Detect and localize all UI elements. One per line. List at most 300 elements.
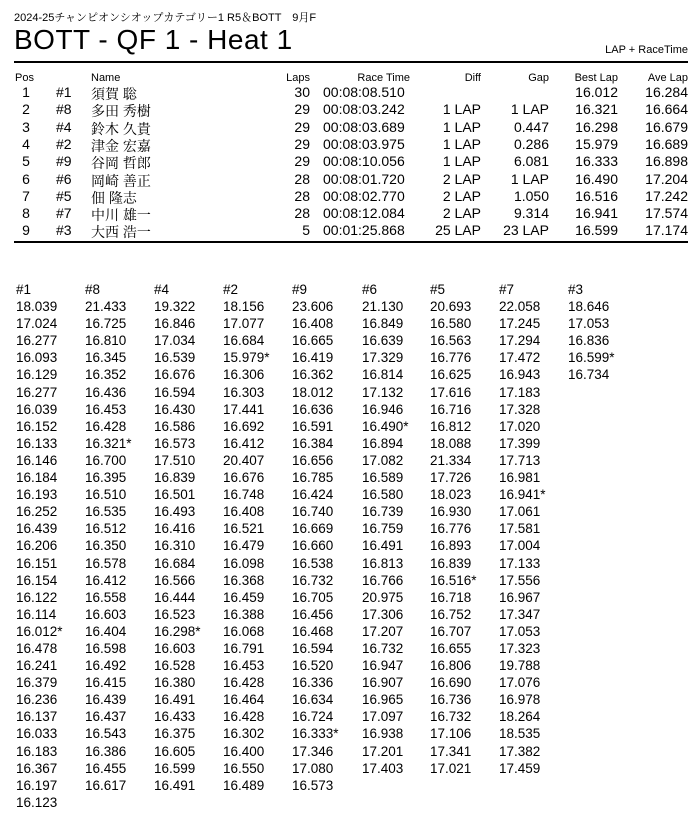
lap-time: 16.563 — [430, 333, 472, 349]
lap-time: 16.656 — [292, 452, 334, 468]
result-race-time: 00:08:12.084 — [323, 205, 405, 222]
lap-time: 16.252 — [16, 504, 58, 520]
lap-time: 16.594 — [154, 384, 196, 400]
lap-time: 16.408 — [223, 504, 265, 520]
lap-time: 17.082 — [362, 452, 404, 468]
lap-time: 17.347 — [499, 606, 541, 622]
lap-time: 16.634 — [292, 692, 334, 708]
result-ave-lap: 17.174 — [645, 222, 688, 239]
result-best-lap: 16.516 — [575, 187, 618, 204]
lap-time: 16.197 — [16, 777, 58, 793]
lap-time: 18.088 — [430, 435, 472, 451]
lap-time: 16.599* — [568, 350, 615, 366]
lap-time: 16.146 — [16, 452, 58, 468]
lap-time: 16.453 — [85, 401, 127, 417]
lap-time: 17.581 — [499, 521, 541, 537]
result-num: #6 — [56, 170, 72, 187]
lap-time: 16.093 — [16, 350, 58, 366]
lap-time: 16.306 — [223, 367, 265, 383]
lap-column-car: #8 — [85, 282, 101, 297]
result-name: 鈴木 久貴 — [91, 120, 151, 137]
lap-time: 20.407 — [223, 452, 265, 468]
lap-time: 16.692 — [223, 418, 265, 434]
lap-time: 18.264 — [499, 709, 541, 725]
lap-time: 16.412 — [223, 435, 265, 451]
lap-time: 17.329 — [362, 350, 404, 366]
lap-time: 16.444 — [154, 589, 196, 605]
result-num: #8 — [56, 101, 72, 118]
lap-time: 16.277 — [16, 384, 58, 400]
result-best-lap: 16.298 — [575, 118, 618, 135]
lap-time: 17.053 — [499, 623, 541, 639]
lap-time: 16.395 — [85, 470, 127, 486]
result-race-time: 00:08:01.720 — [323, 170, 405, 187]
lap-time: 16.236 — [16, 692, 58, 708]
result-ave-lap: 16.664 — [645, 101, 688, 118]
lap-time: 16.893 — [430, 538, 472, 554]
lap-time: 16.333* — [292, 726, 339, 742]
lap-time: 16.543 — [85, 726, 127, 742]
lap-time: 16.690 — [430, 675, 472, 691]
lap-time: 16.785 — [292, 470, 334, 486]
lap-time: 17.132 — [362, 384, 404, 400]
result-pos: 2 — [22, 101, 30, 118]
result-gap: 1 LAP — [510, 170, 549, 187]
lap-time: 16.812 — [430, 418, 472, 434]
lap-time: 19.788 — [499, 658, 541, 674]
lap-time: 16.591 — [292, 418, 334, 434]
lap-time: 16.419 — [292, 350, 334, 366]
lap-time: 16.759 — [362, 521, 404, 537]
lap-time: 16.684 — [154, 555, 196, 571]
lap-time: 16.428 — [85, 418, 127, 434]
lap-time: 17.077 — [223, 316, 265, 332]
lap-time: 16.489 — [223, 777, 265, 793]
lap-time: 16.388 — [223, 606, 265, 622]
lap-time: 16.478 — [16, 640, 58, 656]
lap-time: 16.415 — [85, 675, 127, 691]
lap-time: 16.133 — [16, 435, 58, 451]
result-laps: 5 — [302, 222, 310, 239]
lap-time: 16.739 — [362, 504, 404, 520]
page-title: BOTT - QF 1 - Heat 1 — [14, 24, 293, 55]
lap-time: 16.669 — [292, 521, 334, 537]
result-num: #4 — [56, 118, 72, 135]
lap-time: 17.004 — [499, 538, 541, 554]
lap-time: 16.700 — [85, 452, 127, 468]
lap-time: 16.408 — [292, 316, 334, 332]
lap-time: 16.352 — [85, 367, 127, 383]
lap-time: 17.323 — [499, 640, 541, 656]
result-diff: 1 LAP — [442, 118, 481, 135]
lap-time: 18.023 — [430, 487, 472, 503]
lap-time: 16.766 — [362, 572, 404, 588]
lap-time: 17.053 — [568, 316, 610, 332]
col-header-laps: Laps — [286, 72, 310, 84]
result-race-time: 00:08:03.242 — [323, 101, 405, 118]
lap-time: 16.539 — [154, 350, 196, 366]
lap-time: 17.294 — [499, 333, 541, 349]
lap-time: 16.380 — [154, 675, 196, 691]
result-gap: 6.081 — [513, 153, 549, 170]
lap-time: 22.058 — [499, 299, 541, 315]
lap-time: 16.098 — [223, 555, 265, 571]
lap-time: 16.491 — [362, 538, 404, 554]
result-num: #3 — [56, 222, 72, 239]
lap-time: 16.468 — [292, 623, 334, 639]
result-laps: 30 — [294, 84, 310, 100]
lap-time: 16.510 — [85, 487, 127, 503]
lap-time: 16.523 — [154, 606, 196, 622]
lap-time: 16.437 — [85, 709, 127, 725]
result-gap: 9.314 — [513, 205, 549, 222]
lap-time: 16.943 — [499, 367, 541, 383]
lap-time: 16.732 — [362, 640, 404, 656]
lap-time: 17.713 — [499, 452, 541, 468]
result-gap: 23 LAP — [503, 222, 549, 239]
lap-time: 16.732 — [292, 572, 334, 588]
lap-time: 16.516* — [430, 572, 477, 588]
lap-time: 16.039 — [16, 401, 58, 417]
result-row — [0, 101, 700, 120]
result-pos: 1 — [22, 84, 30, 100]
lap-time: 16.573 — [292, 777, 334, 793]
lap-time: 16.321* — [85, 435, 132, 451]
lap-time: 21.334 — [430, 452, 472, 468]
lap-column — [568, 281, 615, 384]
lap-time: 16.740 — [292, 504, 334, 520]
lap-time: 17.382 — [499, 743, 541, 759]
result-ave-lap: 16.898 — [645, 153, 688, 170]
lap-time: 16.655 — [430, 640, 472, 656]
lap-time: 16.367 — [16, 760, 58, 776]
result-ave-lap: 17.242 — [645, 187, 688, 204]
lap-time: 16.368 — [223, 572, 265, 588]
lap-time: 16.436 — [85, 384, 127, 400]
result-best-lap: 16.599 — [575, 222, 618, 239]
result-name: 谷岡 哲郎 — [91, 155, 151, 172]
col-header-gap: Gap — [528, 72, 549, 84]
result-best-lap: 16.012 — [575, 84, 618, 100]
result-pos: 5 — [22, 153, 30, 170]
result-pos: 9 — [22, 222, 30, 239]
result-laps: 28 — [294, 187, 310, 204]
result-diff: 1 LAP — [442, 153, 481, 170]
lap-time: 16.594 — [292, 640, 334, 656]
report-type: LAP + RaceTime — [605, 44, 688, 56]
lap-time: 16.836 — [568, 333, 610, 349]
lap-time: 16.967 — [499, 589, 541, 605]
result-laps: 29 — [294, 153, 310, 170]
lap-time: 16.122 — [16, 589, 58, 605]
lap-time: 16.580 — [362, 487, 404, 503]
col-header-name: Name — [91, 72, 121, 84]
result-pos: 7 — [22, 187, 30, 204]
lap-time: 17.510 — [154, 452, 196, 468]
lap-time: 16.930 — [430, 504, 472, 520]
result-gap: 1 LAP — [510, 101, 549, 118]
lap-time: 16.490* — [362, 418, 409, 434]
lap-time: 17.616 — [430, 384, 472, 400]
lap-time: 16.981 — [499, 470, 541, 486]
lap-time: 21.130 — [362, 299, 404, 315]
lap-time: 16.430 — [154, 401, 196, 417]
lap-time: 17.341 — [430, 743, 472, 759]
result-race-time: 00:08:03.975 — [323, 135, 405, 152]
lap-time: 16.491 — [154, 692, 196, 708]
lap-time: 16.736 — [430, 692, 472, 708]
lap-time: 16.491 — [154, 777, 196, 793]
lap-time: 16.586 — [154, 418, 196, 434]
lap-time: 16.776 — [430, 350, 472, 366]
lap-time: 16.241 — [16, 658, 58, 674]
lap-time: 17.061 — [499, 504, 541, 520]
lap-time: 20.693 — [430, 299, 472, 315]
lap-time: 16.599 — [154, 760, 196, 776]
result-gap: 0.286 — [513, 135, 549, 152]
lap-time: 17.097 — [362, 709, 404, 725]
lap-column — [154, 281, 201, 794]
lap-time: 16.033 — [16, 726, 58, 742]
lap-time: 17.183 — [499, 384, 541, 400]
lap-time: 17.201 — [362, 743, 404, 759]
result-ave-lap: 17.574 — [645, 205, 688, 222]
lap-column-car: #7 — [499, 282, 515, 297]
result-diff: 1 LAP — [442, 101, 481, 118]
lap-time: 16.068 — [223, 623, 265, 639]
lap-time: 16.129 — [16, 367, 58, 383]
result-best-lap: 16.490 — [575, 170, 618, 187]
lap-time: 21.433 — [85, 299, 127, 315]
lap-time: 16.183 — [16, 743, 58, 759]
lap-time: 16.718 — [430, 589, 472, 605]
lap-time: 17.021 — [430, 760, 472, 776]
header-divider — [14, 61, 688, 63]
lap-time: 16.707 — [430, 623, 472, 639]
lap-column-car: #4 — [154, 282, 170, 297]
lap-time: 16.501 — [154, 487, 196, 503]
result-ave-lap: 17.204 — [645, 170, 688, 187]
result-laps: 28 — [294, 170, 310, 187]
lap-time: 16.716 — [430, 401, 472, 417]
lap-time: 16.303 — [223, 384, 265, 400]
lap-time: 16.302 — [223, 726, 265, 742]
lap-time: 16.849 — [362, 316, 404, 332]
lap-time: 16.512 — [85, 521, 127, 537]
result-race-time: 00:08:08.510 — [323, 84, 405, 100]
lap-time: 16.350 — [85, 538, 127, 554]
lap-time: 16.894 — [362, 435, 404, 451]
col-header-pos: Pos — [15, 72, 34, 84]
lap-time: 16.558 — [85, 589, 127, 605]
lap-column — [16, 281, 63, 811]
lap-time: 16.310 — [154, 538, 196, 554]
lap-time: 16.814 — [362, 367, 404, 383]
lap-time: 16.578 — [85, 555, 127, 571]
result-name: 須賀 聡 — [91, 86, 137, 102]
lap-time: 16.404 — [85, 623, 127, 639]
result-pos: 4 — [22, 135, 30, 152]
lap-time: 16.748 — [223, 487, 265, 503]
lap-time: 18.012 — [292, 384, 334, 400]
lap-time: 16.384 — [292, 435, 334, 451]
result-name: 多田 秀樹 — [91, 103, 151, 120]
lap-time: 16.152 — [16, 418, 58, 434]
lap-time: 16.676 — [154, 367, 196, 383]
result-best-lap: 16.321 — [575, 101, 618, 118]
lap-time: 18.535 — [499, 726, 541, 742]
result-name: 中川 雄一 — [91, 207, 151, 224]
lap-time: 16.521 — [223, 521, 265, 537]
result-diff: 2 LAP — [442, 187, 481, 204]
lap-time: 16.625 — [430, 367, 472, 383]
lap-time: 16.439 — [16, 521, 58, 537]
lap-time: 16.752 — [430, 606, 472, 622]
result-num: #7 — [56, 205, 72, 222]
result-race-time: 00:01:25.868 — [323, 222, 405, 239]
lap-time: 17.034 — [154, 333, 196, 349]
lap-time: 16.464 — [223, 692, 265, 708]
lap-column — [362, 281, 409, 777]
result-best-lap: 16.333 — [575, 153, 618, 170]
lap-time: 17.207 — [362, 623, 404, 639]
lap-time: 17.726 — [430, 470, 472, 486]
result-race-time: 00:08:02.770 — [323, 187, 405, 204]
lap-time: 16.206 — [16, 538, 58, 554]
lap-time: 16.938 — [362, 726, 404, 742]
lap-time: 16.412 — [85, 572, 127, 588]
lap-time: 16.665 — [292, 333, 334, 349]
lap-time: 16.520 — [292, 658, 334, 674]
lap-column — [223, 281, 270, 794]
lap-time: 16.550 — [223, 760, 265, 776]
lap-time: 15.979* — [223, 350, 270, 366]
lap-time: 16.151 — [16, 555, 58, 571]
lap-time: 16.535 — [85, 504, 127, 520]
result-row — [0, 136, 700, 155]
result-laps: 29 — [294, 135, 310, 152]
lap-time: 17.106 — [430, 726, 472, 742]
lap-time: 16.705 — [292, 589, 334, 605]
lap-time: 16.589 — [362, 470, 404, 486]
lap-time: 16.428 — [223, 709, 265, 725]
lap-time: 16.154 — [16, 572, 58, 588]
lap-time: 16.732 — [430, 709, 472, 725]
col-header-diff: Diff — [464, 72, 481, 84]
lap-time: 16.459 — [223, 589, 265, 605]
lap-time: 16.573 — [154, 435, 196, 451]
result-num: #5 — [56, 187, 72, 204]
lap-time: 16.941* — [499, 487, 546, 503]
result-best-lap: 15.979 — [575, 135, 618, 152]
lap-time: 16.114 — [16, 606, 57, 622]
col-header-ave-lap: Ave Lap — [647, 72, 688, 84]
result-row — [0, 119, 700, 138]
lap-time: 16.456 — [292, 606, 334, 622]
result-name: 佃 隆志 — [91, 189, 137, 206]
result-laps: 29 — [294, 101, 310, 118]
result-laps: 29 — [294, 118, 310, 135]
result-num: #2 — [56, 135, 72, 152]
result-row — [0, 222, 700, 241]
lap-time: 16.375 — [154, 726, 196, 742]
lap-time: 16.839 — [430, 555, 472, 571]
lap-column-car: #1 — [16, 282, 32, 297]
col-header-best-lap: Best Lap — [574, 72, 618, 84]
lap-time: 16.725 — [85, 316, 127, 332]
lap-time: 17.020 — [499, 418, 541, 434]
lap-time: 16.806 — [430, 658, 472, 674]
lap-time: 16.479 — [223, 538, 265, 554]
lap-time: 16.598 — [85, 640, 127, 656]
result-name: 大西 浩一 — [91, 224, 151, 241]
lap-time: 16.298* — [154, 623, 201, 639]
lap-column-car: #3 — [568, 282, 584, 297]
lap-time: 17.306 — [362, 606, 404, 622]
lap-time: 17.076 — [499, 675, 541, 691]
lap-time: 16.345 — [85, 350, 127, 366]
lap-time: 16.813 — [362, 555, 404, 571]
lap-time: 16.492 — [85, 658, 127, 674]
lap-time: 16.538 — [292, 555, 334, 571]
result-row — [0, 171, 700, 190]
lap-time: 17.459 — [499, 760, 541, 776]
result-pos: 3 — [22, 118, 30, 135]
result-race-time: 00:08:03.689 — [323, 118, 405, 135]
lap-time: 16.453 — [223, 658, 265, 674]
lap-time: 17.556 — [499, 572, 541, 588]
result-diff: 1 LAP — [442, 135, 481, 152]
lap-time: 16.424 — [292, 487, 334, 503]
lap-time: 16.123 — [16, 794, 58, 810]
lap-time: 23.606 — [292, 299, 334, 315]
lap-time: 16.455 — [85, 760, 127, 776]
lap-time: 17.133 — [499, 555, 541, 571]
lap-time: 16.946 — [362, 401, 404, 417]
lap-time: 17.399 — [499, 435, 541, 451]
lap-column-car: #2 — [223, 282, 239, 297]
lap-time: 16.965 — [362, 692, 404, 708]
lap-time: 16.846 — [154, 316, 196, 332]
lap-time: 20.975 — [362, 589, 404, 605]
result-ave-lap: 16.284 — [645, 84, 688, 100]
results-divider — [14, 241, 688, 243]
result-ave-lap: 16.689 — [645, 135, 688, 152]
lap-time: 16.636 — [292, 401, 334, 417]
lap-time: 16.528 — [154, 658, 196, 674]
result-row — [0, 188, 700, 207]
lap-time: 16.400 — [223, 743, 265, 759]
result-diff: 2 LAP — [442, 205, 481, 222]
lap-time: 17.024 — [16, 316, 58, 332]
lap-time: 19.322 — [154, 299, 196, 315]
lap-time: 16.362 — [292, 367, 334, 383]
lap-column — [85, 281, 132, 794]
lap-column-car: #9 — [292, 282, 308, 297]
lap-column-car: #5 — [430, 282, 446, 297]
lap-time: 16.676 — [223, 470, 265, 486]
result-gap: 0.447 — [513, 118, 549, 135]
lap-time: 16.603 — [85, 606, 127, 622]
result-pos: 6 — [22, 170, 30, 187]
result-race-time: 00:08:10.056 — [323, 153, 405, 170]
result-num: #1 — [56, 84, 72, 100]
lap-time: 16.603 — [154, 640, 196, 656]
result-row — [0, 84, 700, 103]
lap-time: 16.660 — [292, 538, 334, 554]
result-best-lap: 16.941 — [575, 205, 618, 222]
result-ave-lap: 16.679 — [645, 118, 688, 135]
